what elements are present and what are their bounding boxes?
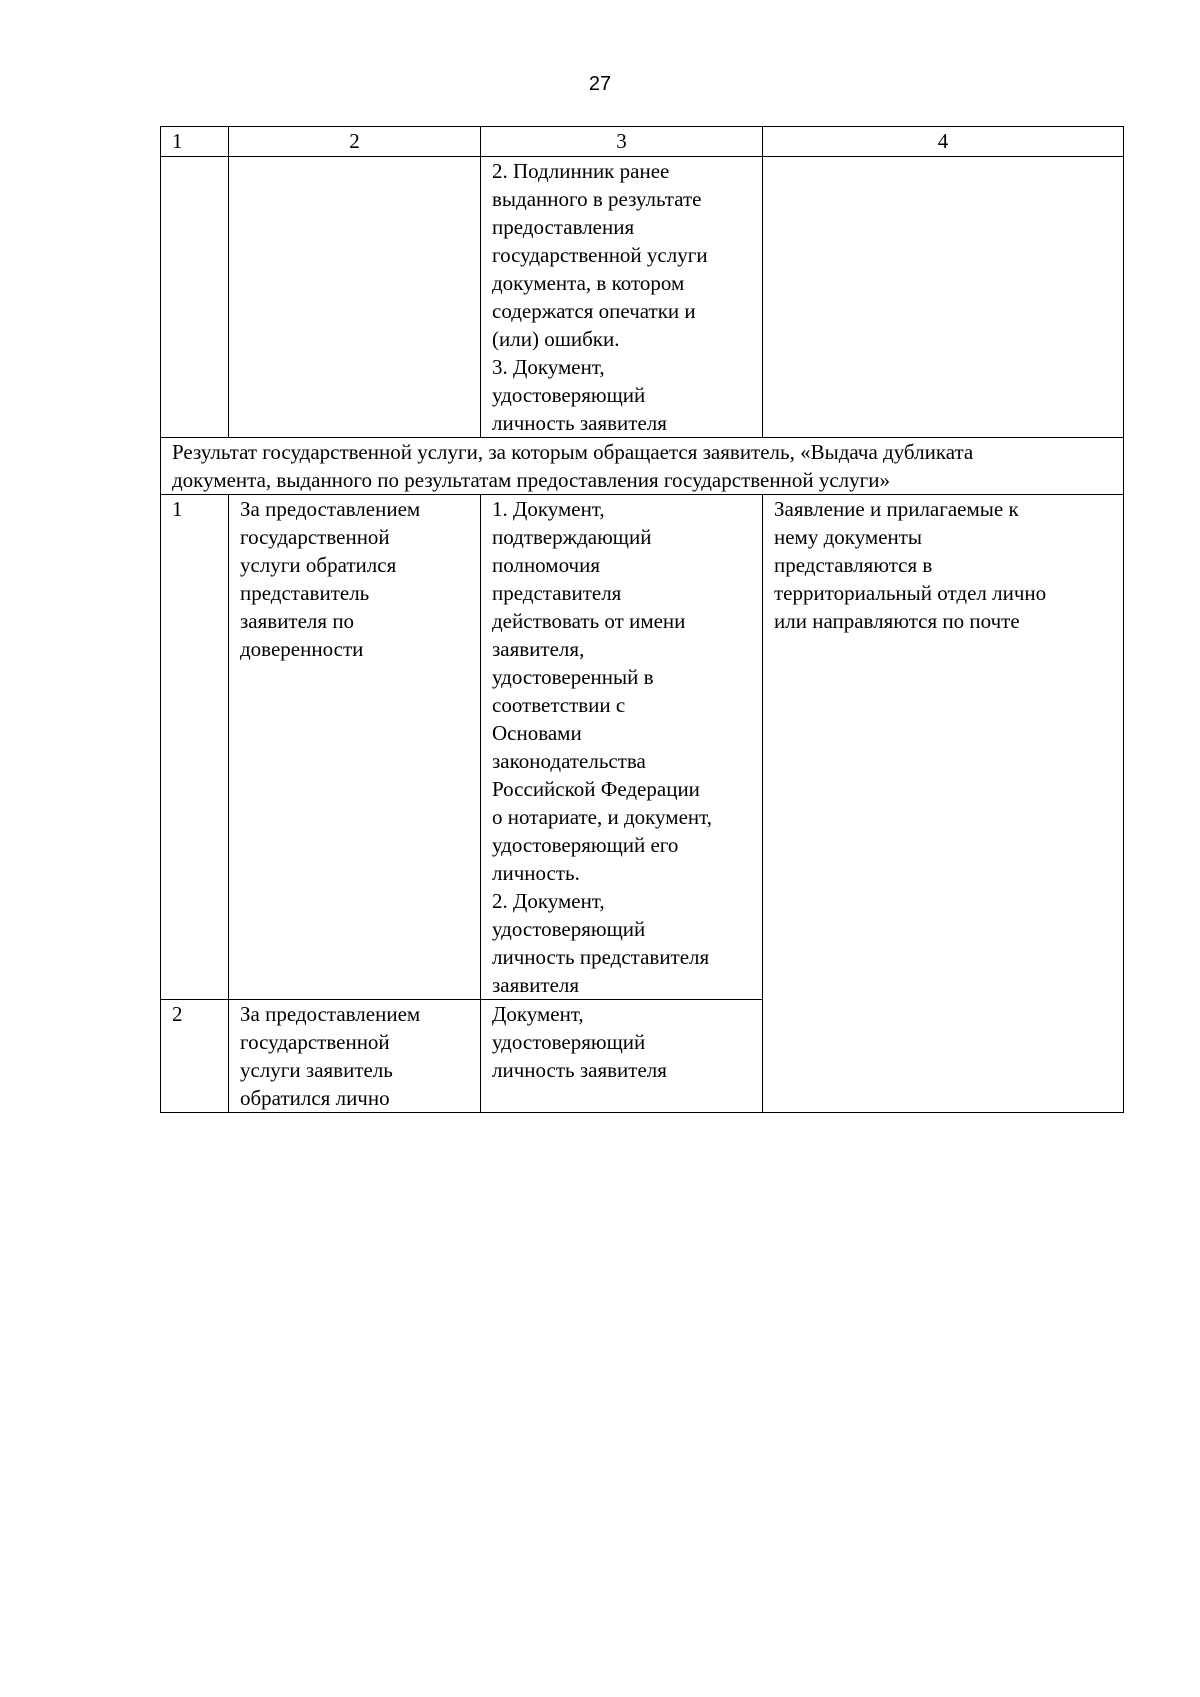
table-header-row xyxy=(161,127,1124,157)
section-title: Результат государственной услуги, за которым обращается заявитель, «Выдача дубликата документа, выданного по результатам предоставления государственной услуги» xyxy=(161,438,1124,495)
row-number: 2 xyxy=(161,1000,229,1113)
row-submission-method: Заявление и прилагаемые к нему документы представляются в территориальный отдел лично или направляются по почте xyxy=(763,495,1124,1113)
row-documents: 1. Документ, подтверждающий полномочия представителя действовать от имени заявителя, удостоверенный в соответствии с Основами законодательства Российской Федерации о нотариате, и документ, удостоверяющий его личность. 2. Документ, удостоверяющий личность представителя заявителя xyxy=(481,495,763,1000)
continuation-col-1 xyxy=(161,157,229,438)
continuation-row xyxy=(161,157,1124,438)
header-col-4: 4 xyxy=(763,127,1124,157)
row-documents: Документ, удостоверяющий личность заявителя xyxy=(481,1000,763,1113)
page-number: 27 xyxy=(588,73,612,95)
header-col-2: 2 xyxy=(229,127,481,157)
continuation-documents: 2. Подлинник ранее выданного в результате предоставления государственной услуги документа, в котором содержатся опечатки и (или) ошибки. 3. Документ, удостоверяющий личность заявителя xyxy=(481,157,763,438)
continuation-col-2 xyxy=(229,157,481,438)
header-col-1: 1 xyxy=(161,127,229,157)
continuation-col-4 xyxy=(763,157,1124,438)
requirements-table xyxy=(160,126,1124,1113)
section-title-row xyxy=(161,438,1124,495)
row-applicant: За предоставлением государственной услуги заявитель обратился лично xyxy=(229,1000,481,1113)
table-row xyxy=(161,495,1124,1000)
row-number: 1 xyxy=(161,495,229,1000)
header-col-3: 3 xyxy=(481,127,763,157)
row-applicant: За предоставлением государственной услуги обратился представитель заявителя по доверенности xyxy=(229,495,481,1000)
